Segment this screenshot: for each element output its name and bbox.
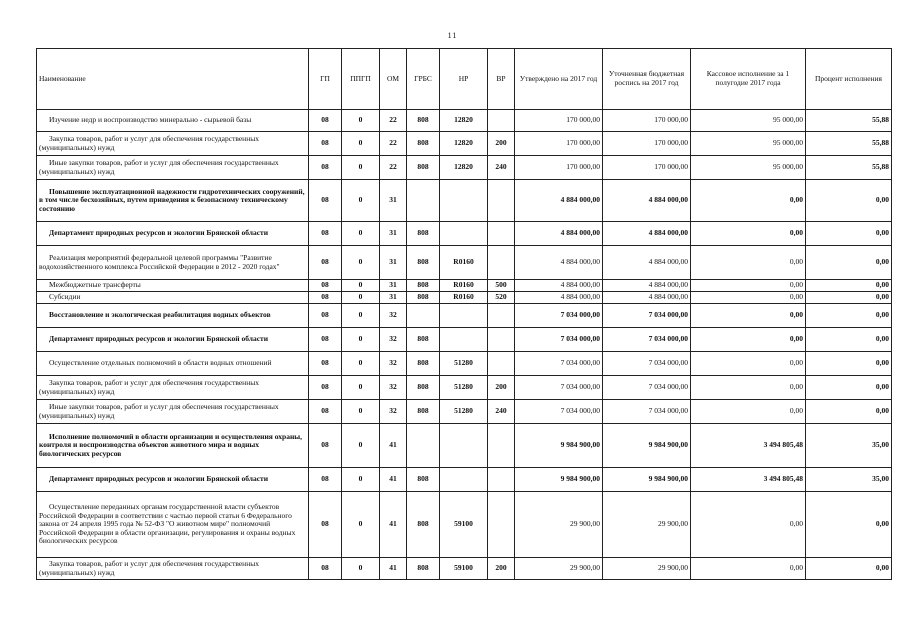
cell-ppgp: 0 xyxy=(342,222,380,246)
table-row xyxy=(37,558,892,580)
cell-cash: 0,00 xyxy=(691,492,806,558)
cell-percent: 0,00 xyxy=(806,280,892,292)
cell-percent: 55,88 xyxy=(806,132,892,156)
cell-cash: 0,00 xyxy=(691,222,806,246)
cell-gp: 08 xyxy=(309,352,342,376)
cell-refined: 4 884 000,00 xyxy=(603,222,691,246)
cell-ppgp: 0 xyxy=(342,280,380,292)
cell-percent: 0,00 xyxy=(806,292,892,304)
cell-name-text: Субсидии xyxy=(49,292,81,302)
cell-gp: 08 xyxy=(309,376,342,400)
cell-grbs: 808 xyxy=(407,132,440,156)
cell-gp: 08 xyxy=(309,304,342,328)
cell-name-text: Департамент природных ресурсов и экологии Брянской области xyxy=(49,228,269,238)
cell-approved: 4 884 000,00 xyxy=(515,246,603,280)
cell-refined: 170 000,00 xyxy=(603,110,691,132)
cell-name xyxy=(37,180,309,222)
cell-refined: 29 900,00 xyxy=(603,558,691,580)
cell-refined: 9 984 900,00 xyxy=(603,468,691,492)
cell-ppgp: 0 xyxy=(342,246,380,280)
cell-percent: 0,00 xyxy=(806,352,892,376)
cell-grbs: 808 xyxy=(407,558,440,580)
table-row xyxy=(37,468,892,492)
table-row xyxy=(37,110,892,132)
cell-cash: 0,00 xyxy=(691,292,806,304)
cell-refined: 29 900,00 xyxy=(603,492,691,558)
cell-vr: 240 xyxy=(488,156,515,180)
cell-om: 41 xyxy=(380,468,407,492)
cell-name-text: Восстановление и экологическая реабилитация водных объектов xyxy=(49,310,271,320)
cell-gp: 08 xyxy=(309,492,342,558)
cell-gp: 08 xyxy=(309,558,342,580)
cell-name-text: Осуществление отдельных полномочий в области водных отношений xyxy=(49,358,272,368)
cell-nr xyxy=(440,328,488,352)
cell-percent: 0,00 xyxy=(806,492,892,558)
cell-approved: 7 034 000,00 xyxy=(515,328,603,352)
cell-nr: 12820 xyxy=(440,132,488,156)
cell-approved: 7 034 000,00 xyxy=(515,304,603,328)
cell-ppgp: 0 xyxy=(342,492,380,558)
cell-nr: 59100 xyxy=(440,492,488,558)
cell-grbs: 808 xyxy=(407,328,440,352)
page-number: 11 xyxy=(447,31,458,40)
cell-grbs: 808 xyxy=(407,468,440,492)
cell-vr: 240 xyxy=(488,400,515,424)
cell-gp: 08 xyxy=(309,246,342,280)
table-row xyxy=(37,280,892,292)
header-om: ОМ xyxy=(380,49,407,110)
cell-om: 31 xyxy=(380,292,407,304)
cell-gp: 08 xyxy=(309,180,342,222)
budget-execution-table xyxy=(36,48,892,580)
cell-approved: 9 984 900,00 xyxy=(515,468,603,492)
cell-percent: 55,88 xyxy=(806,156,892,180)
cell-gp: 08 xyxy=(309,110,342,132)
table-header-row xyxy=(37,49,892,110)
cell-cash: 0,00 xyxy=(691,246,806,280)
cell-refined: 7 034 000,00 xyxy=(603,328,691,352)
cell-grbs: 808 xyxy=(407,222,440,246)
header-vr: ВР xyxy=(488,49,515,110)
cell-om: 22 xyxy=(380,110,407,132)
table-row xyxy=(37,246,892,280)
cell-name xyxy=(37,328,309,352)
cell-name xyxy=(37,558,309,580)
cell-refined: 7 034 000,00 xyxy=(603,352,691,376)
cell-refined: 9 984 900,00 xyxy=(603,424,691,468)
cell-vr xyxy=(488,222,515,246)
cell-nr xyxy=(440,180,488,222)
cell-grbs: 808 xyxy=(407,400,440,424)
cell-cash: 0,00 xyxy=(691,558,806,580)
cell-percent: 0,00 xyxy=(806,328,892,352)
cell-ppgp: 0 xyxy=(342,304,380,328)
cell-om: 32 xyxy=(380,400,407,424)
cell-om: 22 xyxy=(380,132,407,156)
cell-refined: 4 884 000,00 xyxy=(603,280,691,292)
cell-ppgp: 0 xyxy=(342,328,380,352)
cell-ppgp: 0 xyxy=(342,376,380,400)
cell-name-text: Закупка товаров, работ и услуг для обеспечения государственных (муниципальных) нужд xyxy=(39,133,260,152)
cell-name-text: Изучение недр и воспроизводство минерально - сырьевой базы xyxy=(49,115,252,125)
cell-grbs: 808 xyxy=(407,280,440,292)
cell-approved: 170 000,00 xyxy=(515,110,603,132)
header-ppgp: ППГП xyxy=(342,49,380,110)
cell-name xyxy=(37,280,309,292)
table-row xyxy=(37,352,892,376)
cell-name xyxy=(37,156,309,180)
cell-grbs: 808 xyxy=(407,492,440,558)
table-row xyxy=(37,400,892,424)
cell-percent: 35,00 xyxy=(806,468,892,492)
cell-percent: 0,00 xyxy=(806,376,892,400)
cell-grbs: 808 xyxy=(407,246,440,280)
table-body xyxy=(37,110,892,580)
header-approved: Утверждено на 2017 год xyxy=(515,49,603,110)
cell-name xyxy=(37,492,309,558)
cell-om: 32 xyxy=(380,376,407,400)
cell-name-text: Иные закупки товаров, работ и услуг для обеспечения государственных (муниципальных) нужд xyxy=(39,157,279,176)
cell-vr xyxy=(488,110,515,132)
table-row xyxy=(37,304,892,328)
cell-name-text: Реализация мероприятий федеральной целевой программы "Развитие водохозяйственного комплекса Российской Федерации в 2012 - 2020 годах" xyxy=(39,252,280,271)
cell-name xyxy=(37,400,309,424)
cell-nr xyxy=(440,304,488,328)
cell-name-text: Повышение эксплуатационной надежности гидротехнических сооружений, в том числе бесхозяйных, путем приведения к безопасному техническому состоянию xyxy=(39,186,305,213)
cell-gp: 08 xyxy=(309,132,342,156)
cell-approved: 4 884 000,00 xyxy=(515,280,603,292)
cell-name xyxy=(37,304,309,328)
cell-approved: 170 000,00 xyxy=(515,156,603,180)
table-row xyxy=(37,180,892,222)
cell-vr: 200 xyxy=(488,558,515,580)
cell-cash: 3 494 805,48 xyxy=(691,468,806,492)
header-refined: Уточненная бюджетная роспись на 2017 год xyxy=(603,49,691,110)
cell-approved: 4 884 000,00 xyxy=(515,180,603,222)
cell-refined: 7 034 000,00 xyxy=(603,376,691,400)
cell-om: 32 xyxy=(380,304,407,328)
cell-ppgp: 0 xyxy=(342,558,380,580)
cell-grbs: 808 xyxy=(407,376,440,400)
cell-om: 32 xyxy=(380,328,407,352)
table-row xyxy=(37,222,892,246)
cell-name xyxy=(37,468,309,492)
cell-name xyxy=(37,424,309,468)
cell-approved: 29 900,00 xyxy=(515,492,603,558)
cell-gp: 08 xyxy=(309,468,342,492)
cell-vr: 200 xyxy=(488,376,515,400)
cell-grbs: 808 xyxy=(407,110,440,132)
cell-om: 31 xyxy=(380,246,407,280)
cell-approved: 7 034 000,00 xyxy=(515,376,603,400)
cell-gp: 08 xyxy=(309,156,342,180)
cell-ppgp: 0 xyxy=(342,132,380,156)
cell-nr xyxy=(440,468,488,492)
cell-cash: 95 000,00 xyxy=(691,132,806,156)
cell-ppgp: 0 xyxy=(342,156,380,180)
header-percent: Процент исполнения xyxy=(806,49,892,110)
cell-gp: 08 xyxy=(309,222,342,246)
cell-gp: 08 xyxy=(309,292,342,304)
cell-approved: 7 034 000,00 xyxy=(515,400,603,424)
cell-cash: 95 000,00 xyxy=(691,156,806,180)
cell-percent: 0,00 xyxy=(806,246,892,280)
cell-om: 41 xyxy=(380,492,407,558)
cell-name-text: Департамент природных ресурсов и экологии Брянской области xyxy=(49,334,269,344)
cell-gp: 08 xyxy=(309,424,342,468)
cell-percent: 35,00 xyxy=(806,424,892,468)
cell-nr xyxy=(440,222,488,246)
cell-gp: 08 xyxy=(309,400,342,424)
header-nr: НР xyxy=(440,49,488,110)
cell-vr xyxy=(488,180,515,222)
cell-name-text: Закупка товаров, работ и услуг для обеспечения государственных (муниципальных) нужд xyxy=(39,558,260,577)
cell-approved: 7 034 000,00 xyxy=(515,352,603,376)
cell-name xyxy=(37,352,309,376)
cell-refined: 170 000,00 xyxy=(603,132,691,156)
cell-nr: 59100 xyxy=(440,558,488,580)
cell-approved: 4 884 000,00 xyxy=(515,222,603,246)
cell-refined: 7 034 000,00 xyxy=(603,400,691,424)
cell-om: 31 xyxy=(380,222,407,246)
cell-nr: 51280 xyxy=(440,376,488,400)
cell-vr xyxy=(488,246,515,280)
cell-approved: 170 000,00 xyxy=(515,132,603,156)
cell-nr: R0160 xyxy=(440,292,488,304)
cell-ppgp: 0 xyxy=(342,468,380,492)
cell-name-text: Иные закупки товаров, работ и услуг для обеспечения государственных (муниципальных) нужд xyxy=(39,401,279,420)
cell-grbs xyxy=(407,424,440,468)
cell-vr xyxy=(488,424,515,468)
cell-refined: 7 034 000,00 xyxy=(603,304,691,328)
cell-percent: 55,88 xyxy=(806,110,892,132)
cell-refined: 4 884 000,00 xyxy=(603,180,691,222)
cell-om: 22 xyxy=(380,156,407,180)
cell-refined: 4 884 000,00 xyxy=(603,292,691,304)
cell-vr xyxy=(488,492,515,558)
cell-cash: 95 000,00 xyxy=(691,110,806,132)
cell-vr xyxy=(488,304,515,328)
cell-cash: 0,00 xyxy=(691,400,806,424)
table-row xyxy=(37,328,892,352)
cell-grbs xyxy=(407,180,440,222)
cell-ppgp: 0 xyxy=(342,180,380,222)
cell-ppgp: 0 xyxy=(342,424,380,468)
header-gp: ГП xyxy=(309,49,342,110)
cell-nr: 12820 xyxy=(440,156,488,180)
cell-vr: 200 xyxy=(488,132,515,156)
cell-percent: 0,00 xyxy=(806,558,892,580)
cell-cash: 0,00 xyxy=(691,352,806,376)
cell-vr: 520 xyxy=(488,292,515,304)
cell-name-text: Межбюджетные трансферты xyxy=(49,280,141,290)
cell-vr xyxy=(488,352,515,376)
cell-vr xyxy=(488,468,515,492)
cell-vr xyxy=(488,328,515,352)
cell-vr: 500 xyxy=(488,280,515,292)
cell-name xyxy=(37,132,309,156)
cell-approved: 29 900,00 xyxy=(515,558,603,580)
table-row xyxy=(37,132,892,156)
cell-cash: 0,00 xyxy=(691,328,806,352)
header-name: Наименование xyxy=(37,49,309,110)
cell-gp: 08 xyxy=(309,280,342,292)
cell-cash: 0,00 xyxy=(691,304,806,328)
cell-ppgp: 0 xyxy=(342,352,380,376)
cell-om: 41 xyxy=(380,558,407,580)
cell-gp: 08 xyxy=(309,328,342,352)
cell-cash: 3 494 805,48 xyxy=(691,424,806,468)
cell-refined: 4 884 000,00 xyxy=(603,246,691,280)
cell-nr xyxy=(440,424,488,468)
cell-name xyxy=(37,292,309,304)
cell-grbs: 808 xyxy=(407,352,440,376)
cell-ppgp: 0 xyxy=(342,400,380,424)
cell-nr: 51280 xyxy=(440,352,488,376)
cell-percent: 0,00 xyxy=(806,400,892,424)
header-cash: Кассовое исполнение за 1 полугодие 2017 года xyxy=(691,49,806,110)
header-grbs: ГРБС xyxy=(407,49,440,110)
table-row xyxy=(37,376,892,400)
cell-om: 41 xyxy=(380,424,407,468)
cell-nr: 51280 xyxy=(440,400,488,424)
cell-ppgp: 0 xyxy=(342,292,380,304)
cell-name-text: Исполнение полномочий в области организации и осуществления охраны, контроля и воспроизводства объектов животного мира и водных биологических ресурсов xyxy=(39,431,303,458)
cell-grbs: 808 xyxy=(407,156,440,180)
cell-percent: 0,00 xyxy=(806,222,892,246)
cell-grbs xyxy=(407,304,440,328)
cell-cash: 0,00 xyxy=(691,376,806,400)
cell-refined: 170 000,00 xyxy=(603,156,691,180)
cell-name xyxy=(37,246,309,280)
cell-cash: 0,00 xyxy=(691,180,806,222)
cell-name xyxy=(37,376,309,400)
table-row xyxy=(37,292,892,304)
cell-nr: R0160 xyxy=(440,246,488,280)
cell-nr: 12820 xyxy=(440,110,488,132)
cell-name xyxy=(37,110,309,132)
cell-name xyxy=(37,222,309,246)
cell-grbs: 808 xyxy=(407,292,440,304)
cell-name-text: Департамент природных ресурсов и экологии Брянской области xyxy=(49,474,269,484)
table-row xyxy=(37,424,892,468)
cell-nr: R0160 xyxy=(440,280,488,292)
cell-percent: 0,00 xyxy=(806,180,892,222)
cell-cash: 0,00 xyxy=(691,280,806,292)
cell-om: 31 xyxy=(380,280,407,292)
cell-om: 31 xyxy=(380,180,407,222)
cell-percent: 0,00 xyxy=(806,304,892,328)
cell-approved: 9 984 900,00 xyxy=(515,424,603,468)
cell-ppgp: 0 xyxy=(342,110,380,132)
table-row xyxy=(37,156,892,180)
cell-name-text: Закупка товаров, работ и услуг для обеспечения государственных (муниципальных) нужд xyxy=(39,377,260,396)
cell-approved: 4 884 000,00 xyxy=(515,292,603,304)
cell-name-text: Осуществление переданных органам государственной власти субъектов Российской Федерации в соответствии с частью первой статьи 6 Федерального закона от 24 апреля 1995 года № 52-ФЗ "О животном мире" полномочий Российской Федерации в области организации, регулирования и охраны водных биологических ресурсов xyxy=(39,501,296,546)
table-row xyxy=(37,492,892,558)
cell-om: 32 xyxy=(380,352,407,376)
